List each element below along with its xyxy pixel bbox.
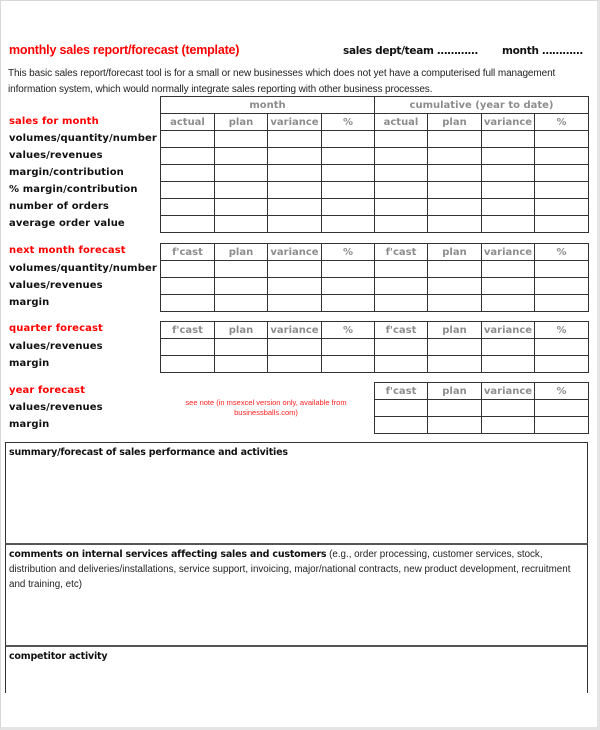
input-cell[interactable] [428, 356, 482, 373]
section-title-next-month-forecast: next month forecast [9, 245, 126, 256]
summary-box[interactable] [5, 442, 588, 543]
column-header: plan [428, 322, 482, 339]
input-cell[interactable] [322, 278, 375, 295]
column-header: variance [482, 244, 535, 261]
column-header: plan [215, 244, 268, 261]
row-label: values/revenues [9, 341, 103, 352]
input-cell[interactable] [322, 148, 375, 165]
sales-dept-team-field[interactable]: sales dept/team ………… [343, 45, 478, 57]
table-row [161, 148, 589, 165]
input-cell[interactable] [375, 216, 428, 233]
input-cell[interactable] [482, 131, 535, 148]
column-header: % [535, 244, 589, 261]
input-cell[interactable] [535, 148, 589, 165]
input-cell[interactable] [322, 131, 375, 148]
input-cell[interactable] [161, 356, 215, 373]
input-cell[interactable] [375, 278, 428, 295]
column-header: f'cast [375, 322, 428, 339]
column-header: plan [428, 114, 482, 131]
input-cell[interactable] [161, 165, 215, 182]
input-cell[interactable] [482, 417, 535, 434]
table-row [161, 356, 589, 373]
input-cell[interactable] [268, 216, 322, 233]
column-header: variance [268, 114, 322, 131]
table-row [161, 339, 589, 356]
input-cell[interactable] [322, 216, 375, 233]
input-cell[interactable] [268, 356, 322, 373]
input-cell[interactable] [428, 417, 482, 434]
column-header: f'cast [375, 244, 428, 261]
column-header: f'cast [161, 244, 215, 261]
column-header: variance [482, 322, 535, 339]
input-cell[interactable] [375, 165, 428, 182]
row-label: % margin/contribution [9, 184, 138, 195]
row-label: margin [9, 297, 50, 308]
input-cell[interactable] [215, 182, 268, 199]
row-label: values/revenues [9, 280, 103, 291]
section-title-quarter-forecast: quarter forecast [9, 323, 103, 334]
table-row [375, 400, 589, 417]
intro-text: This basic sales report/forecast tool is for a small or new businesses which does not yet have a computerised full management information system, which would normally integrate sales reporting with other business processes. [8, 68, 556, 95]
group-header-cumulative: cumulative (year to date) [375, 97, 589, 114]
summary-title: summary/forecast of sales performance and activities [9, 447, 288, 458]
input-cell[interactable] [535, 356, 589, 373]
input-cell[interactable] [535, 165, 589, 182]
input-cell[interactable] [482, 400, 535, 417]
input-cell[interactable] [322, 199, 375, 216]
input-cell[interactable] [161, 182, 215, 199]
column-header: actual [161, 114, 215, 131]
column-header: variance [268, 244, 322, 261]
table-row [161, 278, 589, 295]
input-cell[interactable] [428, 131, 482, 148]
row-label: volumes/quantity/number [9, 133, 157, 144]
next-month-forecast-table [160, 243, 589, 312]
input-cell[interactable] [535, 199, 589, 216]
input-cell[interactable] [215, 216, 268, 233]
input-cell[interactable] [482, 199, 535, 216]
column-header: % [322, 244, 375, 261]
input-cell[interactable] [428, 339, 482, 356]
input-cell[interactable] [215, 295, 268, 312]
input-cell[interactable] [535, 295, 589, 312]
input-cell[interactable] [268, 261, 322, 278]
input-cell[interactable] [535, 278, 589, 295]
column-header: variance [482, 383, 535, 400]
input-cell[interactable] [322, 165, 375, 182]
row-label: margin [9, 419, 50, 430]
input-cell[interactable] [161, 261, 215, 278]
month-field[interactable]: month ………… [502, 45, 583, 57]
input-cell[interactable] [428, 199, 482, 216]
input-cell[interactable] [375, 356, 428, 373]
input-cell[interactable] [215, 165, 268, 182]
excel-note: see note (in msexcel version only, available from businessballs.com) [185, 398, 347, 417]
competitor-box[interactable] [5, 645, 588, 693]
input-cell[interactable] [322, 295, 375, 312]
input-cell[interactable] [428, 216, 482, 233]
input-cell[interactable] [375, 182, 428, 199]
comments-detail: (e.g., order processing, customer services, stock, distribution and deliveries/installations, service support, invoicing, major/national contracts, new product development, recruitment and training, etc) [9, 549, 571, 590]
input-cell[interactable] [322, 182, 375, 199]
column-header: plan [428, 383, 482, 400]
group-header-month: month [161, 97, 375, 114]
input-cell[interactable] [428, 165, 482, 182]
input-cell[interactable] [268, 131, 322, 148]
report-title: monthly sales report/forecast (template) [9, 43, 240, 57]
row-label: values/revenues [9, 402, 103, 413]
row-label: volumes/quantity/number [9, 263, 157, 274]
input-cell[interactable] [375, 339, 428, 356]
table-row [161, 216, 589, 233]
input-cell[interactable] [161, 278, 215, 295]
input-cell[interactable] [482, 295, 535, 312]
input-cell[interactable] [161, 216, 215, 233]
row-label: values/revenues [9, 150, 103, 161]
input-cell[interactable] [268, 278, 322, 295]
input-cell[interactable] [428, 182, 482, 199]
section-title-year-forecast: year forecast [9, 385, 86, 396]
input-cell[interactable] [268, 295, 322, 312]
input-cell[interactable] [482, 216, 535, 233]
column-header: % [535, 383, 589, 400]
input-cell[interactable] [428, 148, 482, 165]
comments-title: comments on internal services affecting sales and customers [9, 549, 327, 560]
input-cell[interactable] [215, 339, 268, 356]
column-header: variance [482, 114, 535, 131]
input-cell[interactable] [161, 339, 215, 356]
column-header: variance [268, 322, 322, 339]
input-cell[interactable] [322, 261, 375, 278]
input-cell[interactable] [375, 148, 428, 165]
input-cell[interactable] [161, 295, 215, 312]
column-header: f'cast [375, 383, 428, 400]
input-cell[interactable] [215, 278, 268, 295]
input-cell[interactable] [482, 356, 535, 373]
input-cell[interactable] [375, 261, 428, 278]
row-label: number of orders [9, 201, 109, 212]
input-cell[interactable] [322, 339, 375, 356]
row-label: margin [9, 358, 50, 369]
input-cell[interactable] [482, 278, 535, 295]
input-cell[interactable] [535, 261, 589, 278]
input-cell[interactable] [161, 131, 215, 148]
competitor-title: competitor activity [9, 651, 108, 662]
input-cell[interactable] [268, 148, 322, 165]
input-cell[interactable] [375, 295, 428, 312]
year-forecast-table [374, 382, 589, 434]
input-cell[interactable] [535, 216, 589, 233]
comments-box[interactable] [5, 543, 588, 645]
table-row [161, 199, 589, 216]
input-cell[interactable] [428, 400, 482, 417]
table-row [161, 165, 589, 182]
input-cell[interactable] [215, 356, 268, 373]
input-cell[interactable] [535, 400, 589, 417]
input-cell[interactable] [428, 278, 482, 295]
sales-for-month-table [160, 96, 589, 233]
input-cell[interactable] [482, 182, 535, 199]
column-header: plan [428, 244, 482, 261]
input-cell[interactable] [215, 148, 268, 165]
column-header: plan [215, 322, 268, 339]
input-cell[interactable] [428, 295, 482, 312]
input-cell[interactable] [535, 131, 589, 148]
column-header: % [535, 322, 589, 339]
input-cell[interactable] [161, 148, 215, 165]
input-cell[interactable] [375, 131, 428, 148]
table-row [161, 182, 589, 199]
column-header: % [322, 322, 375, 339]
input-cell[interactable] [375, 417, 428, 434]
input-cell[interactable] [482, 261, 535, 278]
input-cell[interactable] [215, 261, 268, 278]
column-header: f'cast [161, 322, 215, 339]
table-row [161, 295, 589, 312]
input-cell[interactable] [161, 199, 215, 216]
column-header: plan [215, 114, 268, 131]
column-header: actual [375, 114, 428, 131]
row-label: average order value [9, 218, 125, 229]
input-cell[interactable] [375, 199, 428, 216]
input-cell[interactable] [268, 199, 322, 216]
input-cell[interactable] [428, 261, 482, 278]
input-cell[interactable] [535, 417, 589, 434]
table-row [161, 261, 589, 278]
input-cell[interactable] [535, 182, 589, 199]
input-cell[interactable] [482, 339, 535, 356]
input-cell[interactable] [215, 199, 268, 216]
quarter-forecast-table [160, 321, 589, 373]
input-cell[interactable] [535, 339, 589, 356]
input-cell[interactable] [268, 339, 322, 356]
input-cell[interactable] [482, 148, 535, 165]
input-cell[interactable] [268, 182, 322, 199]
input-cell[interactable] [322, 356, 375, 373]
column-header: % [535, 114, 589, 131]
table-row [161, 131, 589, 148]
input-cell[interactable] [375, 400, 428, 417]
input-cell[interactable] [215, 131, 268, 148]
input-cell[interactable] [482, 165, 535, 182]
section-title-sales-for-month: sales for month [9, 116, 99, 127]
column-header: % [322, 114, 375, 131]
table-row [375, 417, 589, 434]
input-cell[interactable] [268, 165, 322, 182]
row-label: margin/contribution [9, 167, 124, 178]
